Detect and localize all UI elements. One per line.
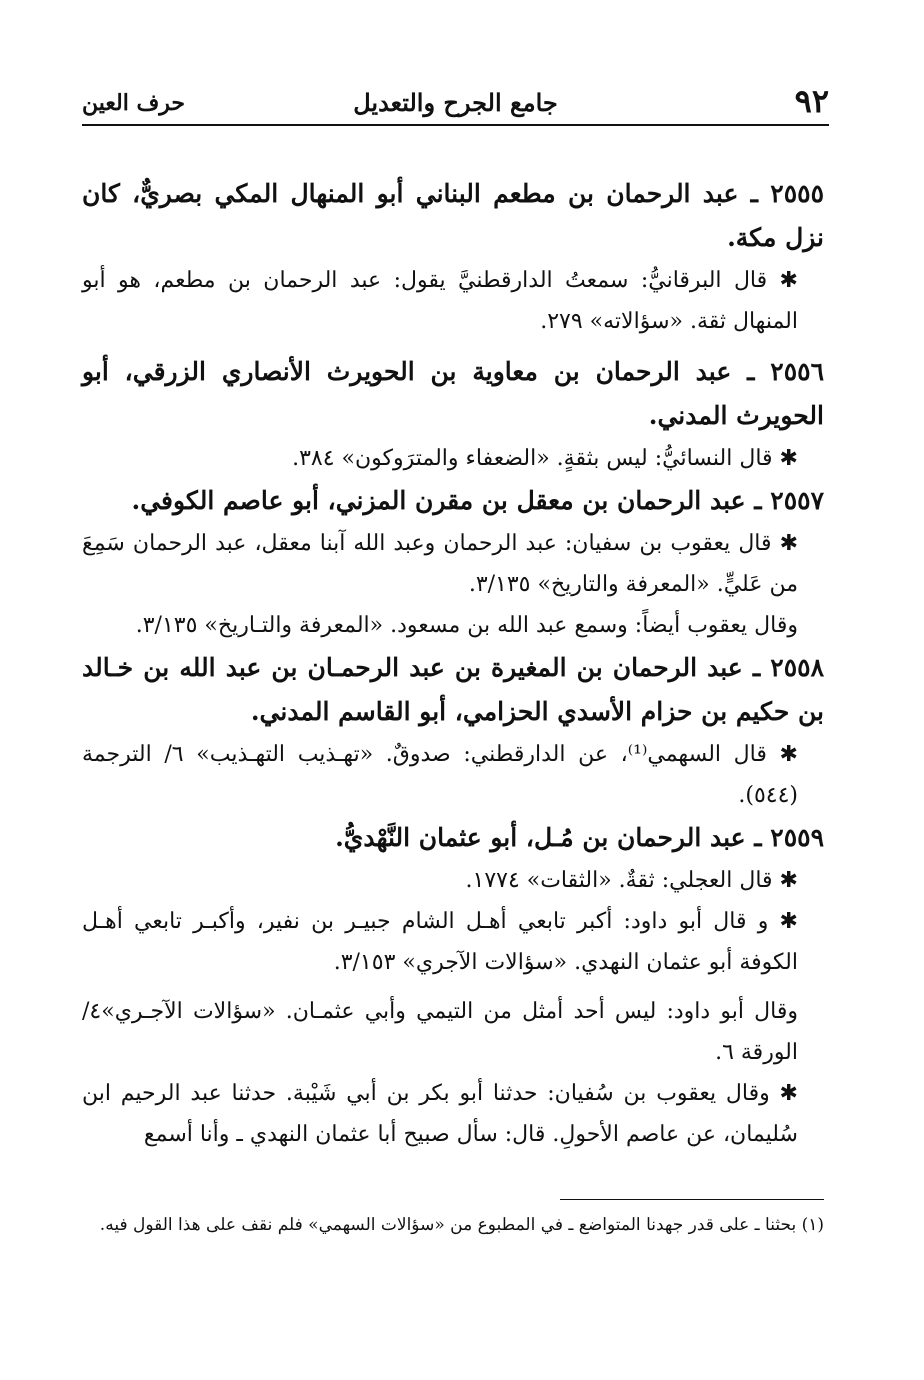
entry-heading-2557: ٢٥٥٧ ـ عبد الرحمان بن معقل بن مقرن المزني، أبو عاصم الكوفي. [131, 486, 824, 515]
entry-quote: ✱ قال النسائيُّ: ليس بثقةٍ. «الضعفاء والمترَوكون» ٣٨٤. [292, 446, 798, 471]
footnote-divider [560, 1199, 824, 1200]
entry-heading-2556: ٢٥٥٦ ـ عبد الرحمان بن معاوية بن الحويرث الأنصاري الزرقي، أبو الحويرث المدني. [82, 357, 824, 430]
entry-quote: وقال أبو داود: ليس أحد أمثل من التيمي وأبي عثمـان. «سؤالات الآجـري»٤/ الورقة ٦. [82, 999, 798, 1065]
entry-quote: ✱ قال البرقانيُّ: سمعتُ الدارقطنيَّ يقول: عبد الرحمان بن مطعم، هو أبو المنهال ثقة. «سؤالاته» ٢٧٩. [82, 268, 798, 334]
entry-quote: ✱ قال يعقوب بن سفيان: عبد الرحمان وعبد الله آبنا معقل، عبد الرحمان سَمِعَ من عَليٍّ. «المعرفة والتاريخ» ٣/١٣٥. [82, 531, 799, 597]
entry-quote: وقال يعقوب أيضاً: وسمع عبد الله بن مسعود. «المعرفة والتـاريخ» ٣/١٣٥. [135, 613, 798, 638]
page-header [82, 78, 829, 126]
entry-quote: ✱ و قال أبو داود: أكبر تابعي أهـل الشام جبيـر بن نفير، وأكبـر تابعي أهـل الكوفة أبو عثمان النهدي. «سؤالات الآجري» ٣/١٥٣. [82, 909, 798, 975]
entry-quote: ✱ وقال يعقوب بن سُفيان: حدثنا أبو بكر بن أبي شَيْبة. حدثنا عبد الرحيم ابن سُليمان، عن عاصم الأحولِ. قال: سأل صبيح أبا عثمان النهدي ـ وأنا أسمع [82, 1081, 798, 1147]
entry-heading-2559: ٢٥٥٩ ـ عبد الرحمان بن مُـل، أبو عثمان النَّهْديُّ. [335, 823, 824, 852]
entry-heading-2555: ٢٥٥٥ ـ عبد الرحمان بن مطعم البناني أبو المنهال المكي بصريٌّ، كان نزل مكة. [82, 179, 825, 252]
entry-quote: ✱ قال العجلي: ثقةٌ. «الثقات» ١٧٧٤. [465, 868, 798, 893]
page-number: ٩٢ [794, 82, 829, 120]
footnote: (١) بحثنا ـ على قدر جهدنا المتواضع ـ في المطبوع من «سؤالات السهمي» فلم نقف على هذا القول فيه. [99, 1215, 824, 1235]
page-body [82, 172, 824, 1155]
entry-quote: ✱ قال السهمي⁽¹⁾، عن الدارقطني: صدوقٌ. «تهـذيب التهـذيب» ٦/ الترجمة (٥٤٤). [82, 742, 798, 808]
entry-heading-2558: ٢٥٥٨ ـ عبد الرحمان بن المغيرة بن عبد الرحمـان بن عبد الله بن خـالد بن حكيم بن حزام الأسدي الحزامي، أبو القاسم المدني. [82, 653, 824, 726]
section-title: حرف العين [82, 90, 186, 116]
book-title: جامع الجرح والتعديل [353, 88, 558, 117]
